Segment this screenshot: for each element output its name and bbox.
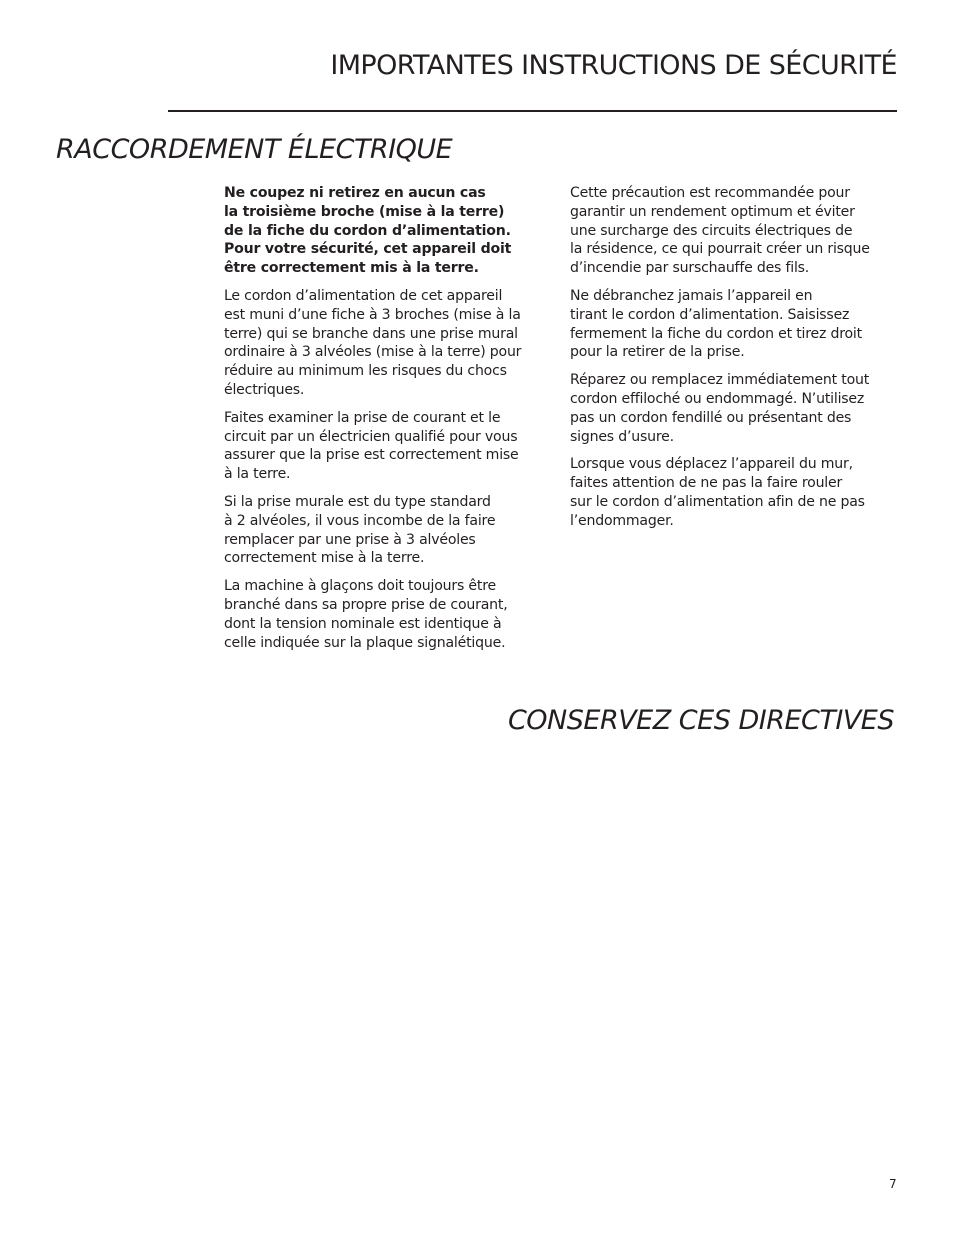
paragraph: Le cordon d’alimentation de cet appareil est muni d’une fiche à 3 broches (mise à la terre) qui se branche dans une prise mural ordinaire à 3 alvéoles (mise à la terre) pour réduire au minimum les risques du chocs électriques. [224, 287, 522, 398]
paragraph: Si la prise murale est du type standard à 2 alvéoles, il vous incombe de la faire remplacer par une prise à 3 alvéoles correctement mise à la terre. [224, 493, 496, 567]
left-column [224, 184, 554, 661]
paragraph: Lorsque vous déplacez l’appareil du mur, faites attention de ne pas la faire rouler sur le cordon d’alimentation afin de ne pas l’endommager. [570, 456, 865, 529]
paragraph: Cette précaution est recommandée pour garantir un rendement optimum et éviter une surcharge des circuits électriques de la résidence, ce qui pourrait créer un risque d’incendie par surschauffe des fils. [570, 185, 870, 277]
paragraph: Faites examiner la prise de courant et le circuit par un électricien qualifié pour vous assurer que la prise est correctement mise à la terre. [224, 409, 519, 483]
page-header-title: IMPORTANTES INSTRUCTIONS DE SÉCURITÉ [330, 50, 897, 81]
paragraph: Réparez ou remplacez immédiatement tout cordon effiloché ou endommagé. N’utilisez pas un cordon fendillé ou présentant des signes d’usure. [570, 372, 870, 445]
right-column [570, 184, 915, 540]
header-divider [168, 110, 897, 112]
closing-title: CONSERVEZ CES DIRECTIVES [507, 705, 894, 736]
paragraph: Ne débranchez jamais l’appareil en tirant le cordon d’alimentation. Saisissez fermement la fiche du cordon et tirez droit pour la retirer de la prise. [570, 287, 862, 361]
section-title: RACCORDEMENT ÉLECTRIQUE [56, 134, 453, 165]
paragraph: La machine à glaçons doit toujours être branché dans sa propre prise de courant, dont la tension nominale est identique à celle indiquée sur la plaque signalétique. [224, 578, 508, 651]
page-number: 7 [889, 1177, 897, 1191]
grounding-warning: Ne coupez ni retirez en aucun cas la troisième broche (mise à la terre) de la fiche du cordon d’alimentation. Pour votre sécurité, cet appareil doit être correctement mis à la terre. [224, 185, 512, 277]
